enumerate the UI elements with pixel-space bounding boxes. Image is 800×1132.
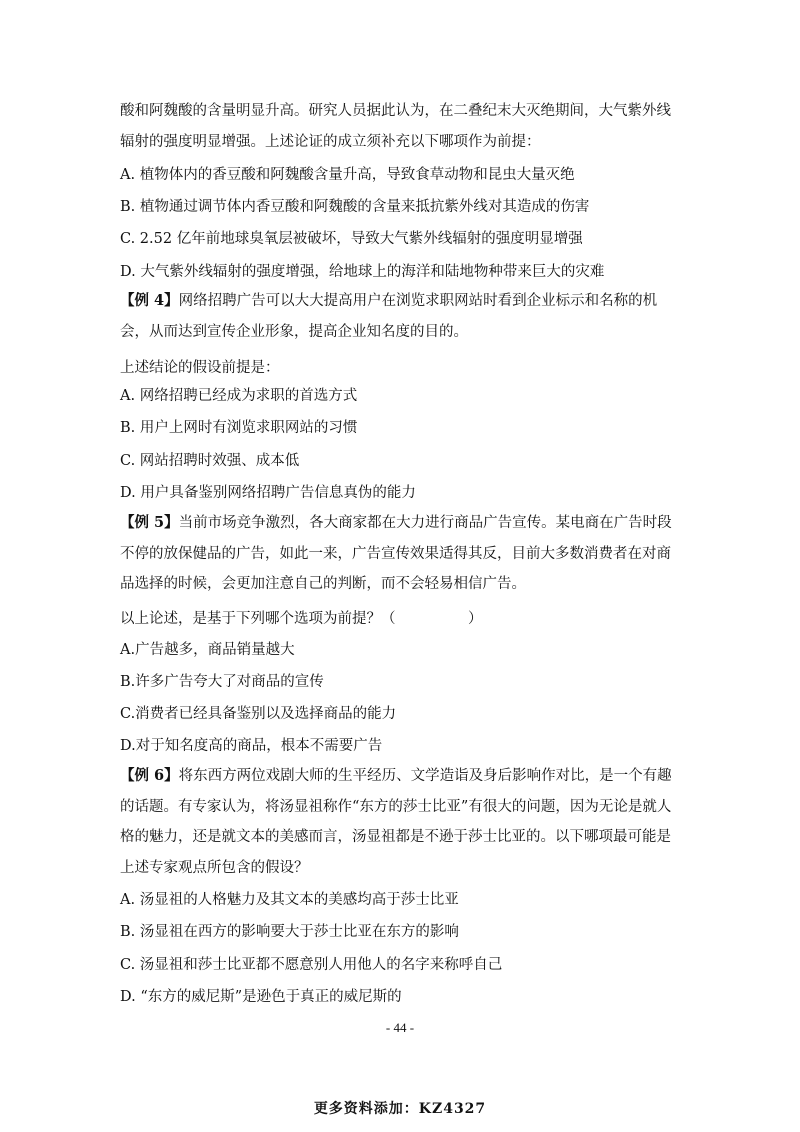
q6-option-b: B. 汤显祖在西方的影响要大于莎士比亚在东方的影响 (120, 924, 459, 940)
q4-option-a: A. 网络招聘已经成为求职的首选方式 (120, 388, 358, 404)
q4-option-c: C. 网站招聘时效强、成本低 (120, 453, 300, 469)
q3-option-a: A. 植物体内的香豆酸和阿魏酸含量升高，导致食草动物和昆虫大量灭绝 (120, 167, 575, 183)
q5-label: 【例 5】 (120, 514, 179, 531)
q4-option-b: B. 用户上网时有浏览求职网站的习惯 (120, 420, 358, 436)
q5-text: 当前市场竞争激烈，各大商家都在大力进行商品广告宣传。某电商在广告时段不停的放保健品的广告，如此一来，广告宣传效果适得其反，目前大多数消费者在对商品选择的时候，会更加注意自己的判断，而不会轻易相信广告。 (120, 515, 672, 592)
q4-label: 【例 4】 (120, 292, 179, 309)
footer-note: 更多资料添加：KZ4327 (313, 1101, 487, 1117)
q5-option-a: A.广告越多，商品销量越大 (120, 642, 295, 658)
q4-stem (120, 286, 680, 347)
q5-option-d: D.对于知名度高的商品，根本不需要广告 (120, 738, 383, 754)
q3-option-b: B. 植物通过调节体内香豆酸和阿魏酸的含量来抵抗紫外线对其造成的伤害 (120, 199, 590, 215)
page-number: - 44 - (385, 1020, 415, 1035)
q6-text: 将东西方两位戏剧大师的生平经历、文学造诣及身后影响作对比，是一个有趣的话题。有专家认为，将汤显祖称作“东方的莎士比亚”有很大的问题，因为无论是就人格的魅力，还是就文本的美感而言，汤显祖都是不逊于莎士比亚的。以下哪项最可能是上述专家观点所包含的假设？ (120, 768, 672, 876)
q4-question: 上述结论的假设前提是： (120, 360, 280, 376)
q4-text: 网络招聘广告可以大大提高用户在浏览求职网站时看到企业标示和名称的机会，从而达到宣传企业形象，提高企业知名度的目的。 (120, 293, 658, 340)
q5-question: 以上论述，是基于下列哪个选项为前提？（ ） (120, 611, 483, 627)
q4-option-d: D. 用户具备鉴别网络招聘广告信息真伪的能力 (120, 485, 416, 501)
q6-stem (120, 761, 680, 883)
intro-paragraph: 酸和阿魏酸的含量明显升高。研究人员据此认为，在二叠纪末大灭绝期间，大气紫外线辐射的强度明显增强。上述论证的成立须补充以下哪项作为前提： (120, 103, 671, 150)
q5-option-c: C.消费者已经具备鉴别以及选择商品的能力 (120, 706, 397, 722)
q3-option-d: D. 大气紫外线辐射的强度增强，给地球上的海洋和陆地物种带来巨大的灾难 (120, 264, 605, 280)
q6-label: 【例 6】 (120, 767, 179, 784)
q6-option-c: C. 汤显祖和莎士比亚都不愿意别人用他人的名字来称呼自己 (120, 957, 503, 973)
q6-option-d: D. “东方的威尼斯”是逊色于真正的威尼斯的 (120, 989, 402, 1005)
q5-stem (120, 508, 680, 600)
q5-option-b: B.许多广告夸大了对商品的宣传 (120, 674, 324, 690)
q3-option-c: C. 2.52 亿年前地球臭氧层被破坏，导致大气紫外线辐射的强度明显增强 (120, 231, 583, 247)
q6-option-a: A. 汤显祖的人格魅力及其文本的美感均高于莎士比亚 (120, 892, 459, 908)
